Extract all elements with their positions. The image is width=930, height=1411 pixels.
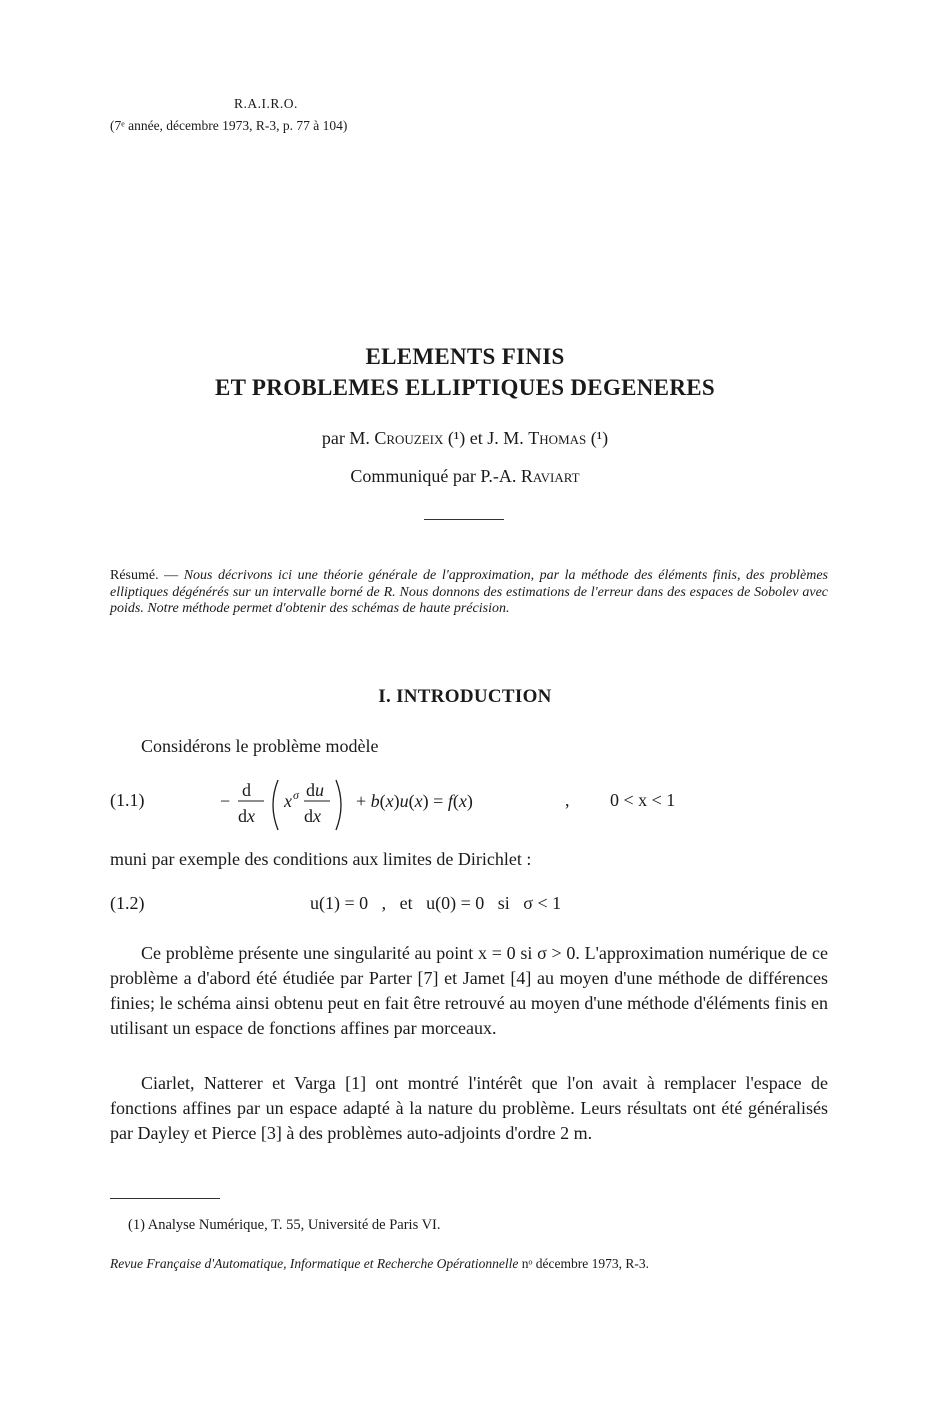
communique-label: Communiqué par P.-A. [350,466,517,486]
abstract [110,568,828,618]
abstract-text: Nous décrivons ici une théorie générale de l'approximation, par la méthode des éléments finis, des problèmes elliptiques dégénérés sur un intervalle borné de R. Nous donnons des estimations de l'erreur dans des espaces de Sobolev avec poids. Notre méthode permet d'obtenir des schémas de haute précision. [110,568,829,616]
equation-1-1 [220,770,550,845]
equation-1-1-condition: 0 < x < 1 [610,790,676,810]
equation-1-1-comma: , [565,790,570,810]
communicated-by [0,466,930,487]
author-2: Thomas [528,428,587,448]
communicator: Raviart [520,466,580,486]
svg-text:dx: dx [238,806,255,826]
footnote: (1) Analyse Numérique, T. 55, Université de Paris VI. [128,1217,441,1233]
paragraph-ciarlet: Ciarlet, Natterer et Varga [1] ont montré l'intérêt que l'on avait à remplacer l'espace de fonctions affines par un espace adapté à la nature du problème. Leurs résultats ont été généralisés par Dayley et Pierce [3] à des problèmes auto-adjoints d'ordre 2 m. [110,1073,828,1143]
title-line-1: ELEMENTS FINIS [365,344,565,369]
footer-journal: Revue Française d'Automatique, Informatique et Recherche Opérationnelle [110,1256,519,1271]
authors [0,428,930,449]
footer-issue: nᵒ décembre 1973, R-3. [521,1256,649,1271]
svg-text:du: du [306,780,324,800]
title-separator [424,519,504,520]
journal-header [110,93,347,137]
journal-name: R.A.I.R.O. [234,96,298,111]
svg-text:d: d [242,780,251,800]
footnote-separator [110,1198,220,1199]
svg-text:−: − [220,791,231,811]
authors-et: et J. M. [469,428,524,448]
svg-text:σ: σ [293,788,299,802]
equation-1-1-number: (1.1) [110,790,145,810]
authors-par: par M. [321,428,370,448]
svg-text:dx: dx [304,806,321,826]
journal-issue: (7ᵉ année, décembre 1973, R-3, p. 77 à 104) [110,118,348,133]
equation-1-2: u(1) = 0 , et u(0) = 0 si σ < 1 [310,893,562,913]
svg-text:x: x [284,791,292,811]
section-heading: I. INTRODUCTION [378,686,552,707]
author-1: Crouzeix [374,428,444,448]
paragraph-singularity: Ce problème présente une singularité au point x = 0 si σ > 0. L'approximation numérique de ce problème a d'abord été étudiée par Parter [7] et Jamet [4] au moyen d'une méthode de différences finies; le schéma ainsi obtenu peut en fait être retrouvé au moyen d'une méthode d'éléments finis en utilisant un espace de fonctions affines par morceaux. [110,943,828,1038]
svg-text:+ b(x)u(x) = f(x): + b(x)u(x) = f(x) [356,791,473,811]
abstract-label: Résumé. — [110,568,179,583]
equation-1-1-formula [220,770,550,840]
author-2-ref: (¹) [590,428,609,448]
title-line-2: ET PROBLEMES ELLIPTIQUES DEGENERES [215,375,715,400]
author-1-ref: (¹) [447,428,466,448]
paragraph-intro: Considérons le problème modèle [141,736,379,756]
page-footer [110,1256,832,1272]
equation-1-2-number: (1.2) [110,893,145,913]
paragraph-dirichlet: muni par exemple des conditions aux limites de Dirichlet : [110,849,532,869]
